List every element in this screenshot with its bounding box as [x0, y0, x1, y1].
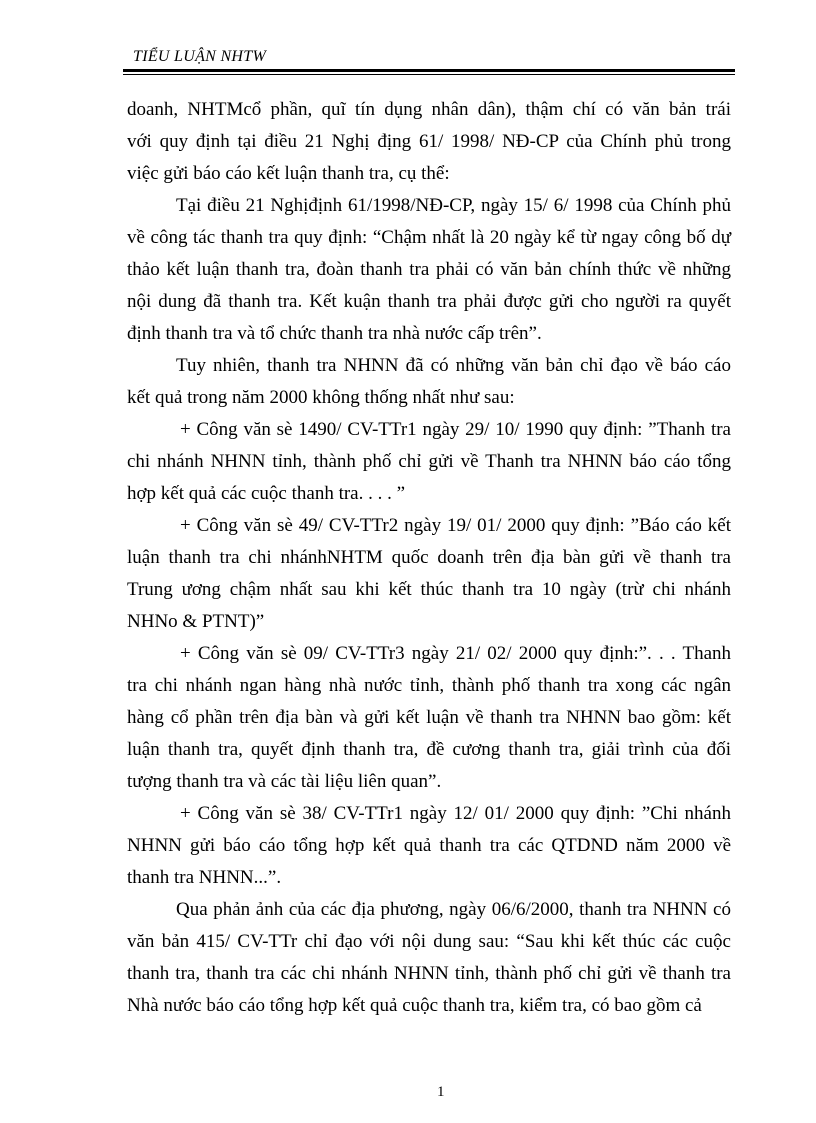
text-line: việc gửi báo cáo kết luận thanh tra, cụ thể:	[127, 163, 450, 184]
header-title: TIỂU LUẬN NHTW	[133, 48, 267, 65]
text-line: doanh, NHTMcổ phần, quĩ tín dụng nhân dân), thậm chí có văn bản trái	[127, 99, 731, 120]
body-text	[127, 94, 731, 1022]
text-line: hợp kết quả các cuộc thanh tra. . . . ”	[127, 483, 406, 504]
text-line: về công tác thanh tra quy định: “Chậm nhất là 20 ngày kể từ ngay công bố dự	[127, 227, 731, 248]
header-rule-thin	[123, 74, 735, 75]
text-line: chi nhánh NHNN tỉnh, thành phố chỉ gửi về Thanh tra NHNN báo cáo tổng	[127, 451, 731, 472]
text-line: + Công văn sè 49/ CV-TTr2 ngày 19/ 01/ 2000 quy định: ”Báo cáo kết	[180, 515, 731, 536]
header-rule-thick	[123, 69, 735, 72]
text-line: NHNN gửi báo cáo tổng hợp kết quả thanh tra các QTDND năm 2000 về	[127, 835, 731, 856]
text-line: thanh tra NHNN...”.	[127, 867, 282, 888]
page-number: 1	[437, 1084, 445, 1100]
text-line: định thanh tra và tổ chức thanh tra nhà nước cấp trên”.	[127, 323, 542, 344]
text-line: Tại điều 21 Nghịđịnh 61/1998/NĐ-CP, ngày 15/ 6/ 1998 của Chính phủ	[176, 195, 731, 216]
text-line: với quy định tại điều 21 Nghị địng 61/ 1998/ NĐ-CP của Chính phủ trong	[127, 131, 731, 152]
text-line: luận thanh tra chi nhánhNHTM quốc doanh trên địa bàn gửi về thanh tra	[127, 547, 731, 568]
text-line: Trung ương chậm nhất sau khi kết thúc thanh tra 10 ngày (trừ chi nhánh	[127, 579, 731, 600]
text-line: hàng cổ phần trên địa bàn và gửi kết luận về thanh tra NHNN bao gồm: kết	[127, 707, 731, 728]
text-line: thanh tra, thanh tra các chi nhánh NHNN tỉnh, thành phố chỉ gửi về thanh tra	[127, 963, 731, 984]
text-line: Tuy nhiên, thanh tra NHNN đã có những văn bản chỉ đạo về báo cáo	[176, 355, 731, 376]
text-line: luận thanh tra, quyết định thanh tra, đề cương thanh tra, giải trình của đối	[127, 739, 731, 760]
text-line: tra chi nhánh ngan hàng nhà nước tỉnh, thành phố thanh tra xong các ngân	[127, 675, 731, 696]
text-line: Nhà nước báo cáo tổng hợp kết quả cuộc thanh tra, kiểm tra, có bao gồm cả	[127, 995, 702, 1016]
text-line: thảo kết luận thanh tra, đoàn thanh tra phải có văn bản chính thức về những	[127, 259, 731, 280]
text-line: tượng thanh tra và các tài liệu liên quan”.	[127, 771, 442, 792]
text-line: + Công văn sè 38/ CV-TTr1 ngày 12/ 01/ 2000 quy định: ”Chi nhánh	[180, 803, 731, 824]
text-line: + Công văn sè 09/ CV-TTr3 ngày 21/ 02/ 2000 quy định:”. . . Thanh	[180, 643, 731, 664]
text-line: nội dung đã thanh tra. Kết kuận thanh tra phải được gửi cho người ra quyết	[127, 291, 731, 312]
text-line: Qua phản ảnh của các địa phương, ngày 06/6/2000, thanh tra NHNN có	[176, 899, 731, 920]
text-line: + Công văn sè 1490/ CV-TTr1 ngày 29/ 10/ 1990 quy định: ”Thanh tra	[180, 419, 731, 440]
text-line: văn bản 415/ CV-TTr chỉ đạo với nội dung sau: “Sau khi kết thúc các cuộc	[127, 931, 731, 952]
text-line: kết quả trong năm 2000 không thống nhất như sau:	[127, 387, 515, 408]
text-line: NHNo & PTNT)”	[127, 611, 265, 632]
page-header	[123, 47, 735, 79]
